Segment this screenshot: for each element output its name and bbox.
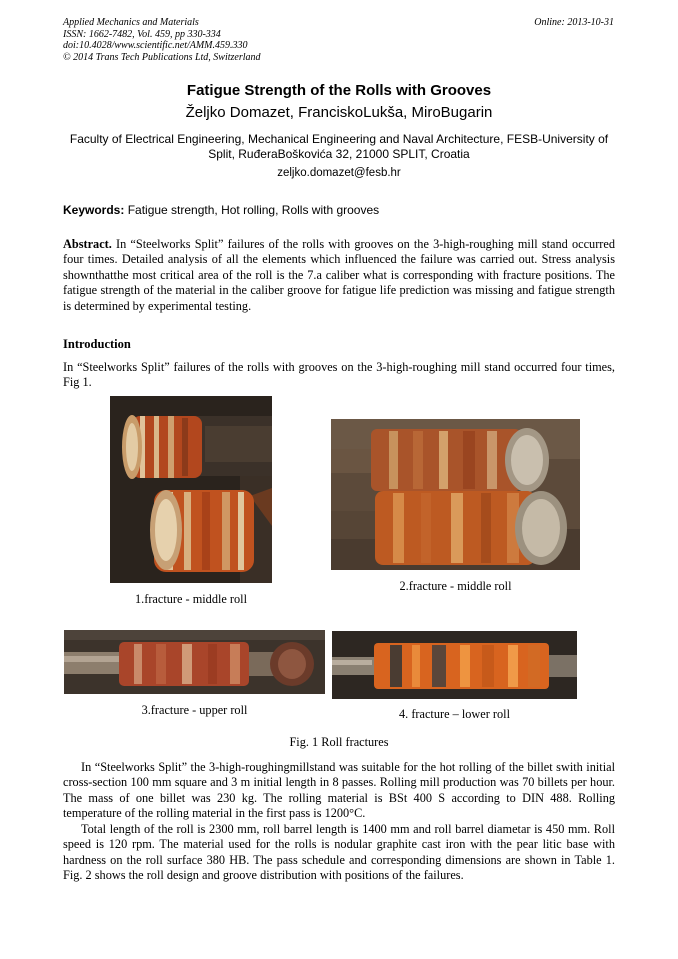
keywords-text: Fatigue strength, Hot rolling, Rolls with grooves — [124, 203, 380, 217]
caption-fracture-2: 2.fracture - middle roll — [399, 579, 512, 593]
photo-fracture-2 — [331, 419, 580, 570]
body-paragraph-1-text: In “Steelworks Split” the 3-high-roughingmillstand was suitable for the hot rolling of the billet swith initial cross-section 100 mm square and 3 m initial length in 8 passes. Rolling mill production was 70 billets per hour. The mass of one billet was 230 kg. The rolling material is BSt 400 S according to DIN 488. Rolling temperature of the rolling material in the first pass is 1200°C. — [63, 760, 615, 821]
caption-fracture-1: 1.fracture - middle roll — [135, 592, 247, 606]
email[interactable]: zeljko.domazet@fesb.hr — [277, 167, 401, 179]
copyright: © 2014 Trans Tech Publications Ltd, Switzerland — [63, 51, 261, 63]
keywords — [63, 203, 379, 217]
abstract — [63, 237, 615, 314]
body-paragraph-2-text: Total length of the roll is 2300 mm, roll barrel length is 1400 mm and roll barrel diametar is 450 mm. Roll speed is 120 rpm. The material used for the rolls is nodular graphite cast iron with the pear litic base with hardness on the roll surface 380 HB. The pass schedule and corresponding dimensions are shown in Table 1. Fig. 2 shows the roll design and groove distribution with positions of the failures. — [63, 822, 615, 883]
journal-header — [63, 17, 261, 63]
issn: ISSN: 1662-7482, Vol. 459, pp 330-334 — [63, 28, 221, 40]
abstract-text: In “Steelworks Split” failures of the rolls with grooves on the 3-high-roughing mill stand occurred four times. Detailed analysis of all the elements which influenced the failure was carried out. Stress analysis shownthatthe most critical area of the roll is the 7.a caliber what is corresponding with fracture positions. The fatigue strength of the material in the caliber groove for fatigue life prediction was missing and fatigue strength is determined by experimental testing. — [63, 237, 615, 313]
photo-fracture-1 — [110, 396, 272, 583]
doi: doi:10.4028/www.scientific.net/AMM.459.330 — [63, 40, 248, 51]
paper-title: Fatigue Strength of the Rolls with Grooves — [186, 82, 492, 99]
photo-fracture-4 — [332, 631, 577, 699]
keywords-label: Keywords: — [63, 203, 125, 217]
journal-name: Applied Mechanics and Materials — [63, 17, 199, 28]
affiliation: Faculty of Electrical Engineering, Mechanical Engineering and Naval Architecture, FESB-University of Split, RuđeraBoškovića 32, 21000 SPLIT, Croatia — [69, 132, 609, 161]
figure-caption: Fig. 1 Roll fractures — [289, 735, 389, 749]
caption-fracture-3: 3.fracture - upper roll — [141, 703, 248, 717]
photo-fracture-3 — [64, 630, 325, 694]
introduction-text: In “Steelworks Split” failures of the rolls with grooves on the 3-high-roughing mill stand occurred four times, Fig 1. — [63, 360, 615, 390]
introduction-heading: Introduction — [63, 337, 131, 351]
body-paragraph-1 — [63, 760, 615, 822]
authors: Željko Domazet, FranciskoLukša, MiroBugarin — [185, 104, 493, 121]
online-date: Online: 2013-10-31 — [534, 17, 614, 28]
caption-fracture-4: 4. fracture – lower roll — [399, 707, 510, 721]
abstract-label: Abstract. — [63, 237, 112, 251]
body-paragraph-2 — [63, 822, 615, 884]
